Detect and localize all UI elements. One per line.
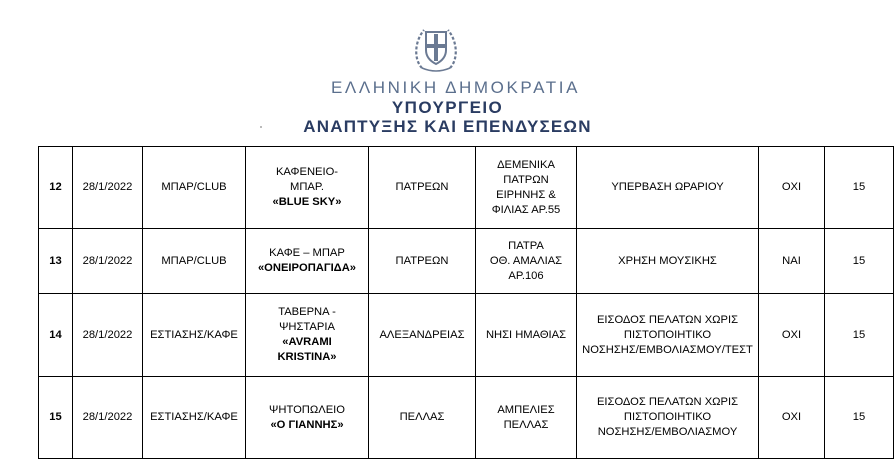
business-cell bbox=[246, 377, 369, 459]
repeat-cell: ΝΑΙ bbox=[759, 229, 825, 294]
ministry-subtitle: ΑΝΑΠΤΥΞΗΣ ΚΑΙ ΕΠΕΝΔΥΣΕΩΝ bbox=[303, 117, 592, 136]
business-type: ΤΑΒΕΡΝΑ - bbox=[278, 306, 336, 318]
days-cell: 15 bbox=[825, 294, 894, 377]
business-type: ΜΠΑΡ. bbox=[290, 181, 324, 193]
days-cell: 15 bbox=[825, 229, 894, 294]
area-cell: ΠΑΤΡΕΩΝ bbox=[369, 229, 476, 294]
address-cell bbox=[476, 294, 577, 377]
business-name: «BLUE SKY» bbox=[272, 196, 342, 208]
business-type: ΨΗΤΟΠΩΛΕΙΟ bbox=[269, 403, 345, 416]
violation-line: ΠΙΣΤΟΠΟΙΗΤΙΚΟ bbox=[623, 328, 712, 341]
business-name: KRISTINA» bbox=[277, 351, 337, 363]
address-cell bbox=[476, 229, 577, 294]
violation-line: ΥΠΕΡΒΑΣΗ ΩΡΑΡΙΟΥ bbox=[611, 181, 724, 193]
business-name: «ΟΝΕΙΡΟΠΑΓΙΔΑ» bbox=[257, 262, 357, 274]
violation-line: ΠΙΣΤΟΠΟΙΗΤΙΚΟ bbox=[623, 411, 712, 423]
category-cell: ΜΠΑΡ/CLUB bbox=[143, 147, 246, 229]
address-line: ΠΑΤΡΩΝ bbox=[503, 173, 549, 186]
address-line: ΦΙΛΙΑΣ ΑΡ.55 bbox=[491, 203, 561, 216]
divider bbox=[260, 126, 262, 128]
address-cell bbox=[476, 377, 577, 459]
business-cell bbox=[246, 147, 369, 229]
address-line: ΠΕΛΛΑΣ bbox=[503, 418, 549, 431]
violation-cell bbox=[577, 294, 759, 377]
violation-cell bbox=[577, 147, 759, 229]
area-cell: ΑΛΕΞΑΝΔΡΕΙΑΣ bbox=[369, 294, 476, 377]
days-cell: 15 bbox=[825, 377, 894, 459]
days-cell: 15 bbox=[825, 147, 894, 229]
business-name: «Ο ΓΙΑΝΝΗΣ» bbox=[270, 418, 344, 431]
address-line: ΝΗΣΙ ΗΜΑΘΙΑΣ bbox=[485, 328, 567, 341]
business-name: «AVRAMI bbox=[282, 336, 332, 348]
address-cell bbox=[476, 147, 577, 229]
address-line: ΔΕΜΕΝΙΚΑ bbox=[497, 158, 555, 171]
address-line: ΠΑΤΡΑ bbox=[508, 239, 544, 252]
repeat-cell: ΟΧΙ bbox=[759, 294, 825, 377]
violation-line: ΝΟΣΗΣΗΣ/ΕΜΒΟΛΙΑΣΜΟΥ bbox=[597, 426, 738, 438]
date-cell: 28/1/2022 bbox=[73, 377, 143, 459]
table-row bbox=[39, 377, 894, 459]
violation-line: ΕΙΣΟΔΟΣ ΠΕΛΑΤΩΝ ΧΩΡΙΣ bbox=[596, 396, 739, 408]
category-cell: ΜΠΑΡ/CLUB bbox=[143, 229, 246, 294]
repeat-cell: ΟΧΙ bbox=[759, 377, 825, 459]
table-row bbox=[39, 229, 894, 294]
address-line: ΑΡ.106 bbox=[508, 269, 544, 282]
address-line: ΕΙΡΗΝΗΣ & bbox=[496, 188, 556, 201]
table-row bbox=[39, 147, 894, 229]
document-header bbox=[0, 0, 895, 140]
business-type: ΚΑΦΕΝΕΙΟ- bbox=[275, 166, 339, 178]
address-line: ΟΘ. ΑΜΑΛΙΑΣ bbox=[489, 254, 563, 267]
date-cell: 28/1/2022 bbox=[73, 147, 143, 229]
violation-cell bbox=[577, 377, 759, 459]
ministry-title: ΥΠΟΥΡΓΕΙΟ bbox=[391, 98, 504, 117]
row-number: 13 bbox=[39, 229, 73, 294]
table-row bbox=[39, 294, 894, 377]
category-cell: ΕΣΤΙΑΣΗΣ/ΚΑΦΕ bbox=[143, 377, 246, 459]
area-cell: ΠΑΤΡΕΩΝ bbox=[369, 147, 476, 229]
date-cell: 28/1/2022 bbox=[73, 229, 143, 294]
row-number: 15 bbox=[39, 377, 73, 459]
greek-coat-of-arms-icon bbox=[412, 22, 460, 74]
violation-line: ΝΟΣΗΣΗΣ/ΕΜΒΟΛΙΑΣΜΟΥ/ΤΕΣΤ bbox=[582, 343, 753, 356]
repeat-cell: ΟΧΙ bbox=[759, 147, 825, 229]
category-cell: ΕΣΤΙΑΣΗΣ/ΚΑΦΕ bbox=[143, 294, 246, 377]
republic-title: ΕΛΛΗΝΙΚΗ ΔΗΜΟΚΡΑΤΙΑ bbox=[330, 78, 581, 97]
business-type: ΨΗΣΤΑΡΙΑ bbox=[279, 321, 335, 333]
violation-line: ΧΡΗΣΗ ΜΟΥΣΙΚΗΣ bbox=[618, 254, 717, 267]
row-number: 14 bbox=[39, 294, 73, 377]
area-cell: ΠΕΛΛΑΣ bbox=[369, 377, 476, 459]
row-number: 12 bbox=[39, 147, 73, 229]
business-type: ΚΑΦΕ – ΜΠΑΡ bbox=[269, 247, 345, 259]
business-cell bbox=[246, 294, 369, 377]
business-cell bbox=[246, 229, 369, 294]
date-cell: 28/1/2022 bbox=[73, 294, 143, 377]
violations-table bbox=[38, 146, 894, 459]
address-line: ΑΜΠΕΛΙΕΣ bbox=[497, 403, 555, 416]
violation-line: ΕΙΣΟΔΟΣ ΠΕΛΑΤΩΝ ΧΩΡΙΣ bbox=[596, 313, 739, 326]
violation-cell bbox=[577, 229, 759, 294]
